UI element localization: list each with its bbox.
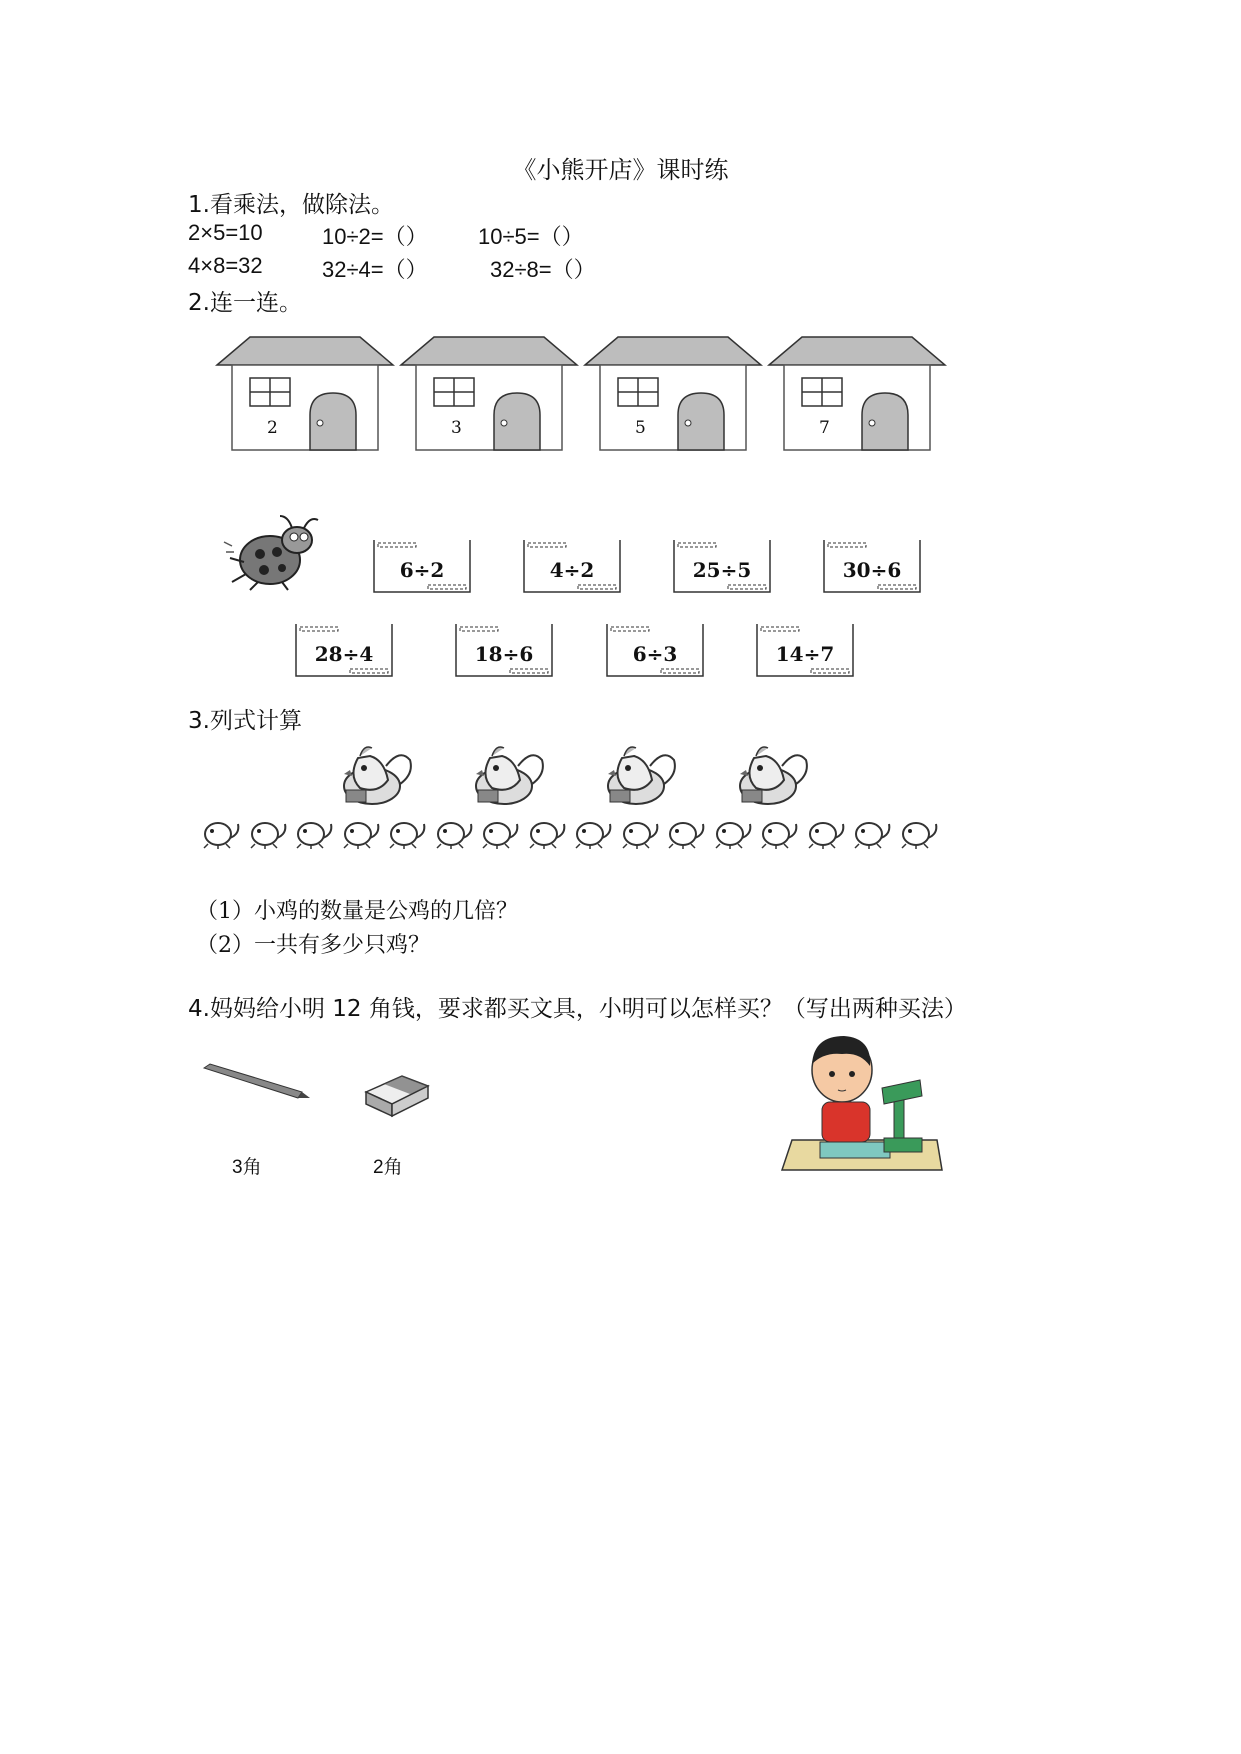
pencil-illustration xyxy=(202,1062,312,1106)
chick-icon xyxy=(617,818,663,854)
division-card[interactable] xyxy=(605,624,705,678)
card-expression: 14÷7 xyxy=(775,642,835,666)
rooster-icon xyxy=(338,738,418,812)
house-icon xyxy=(215,335,395,455)
division-card[interactable] xyxy=(294,624,394,678)
house-number: 5 xyxy=(635,418,646,438)
pencil-price: 3角 xyxy=(232,1157,262,1178)
house-icon xyxy=(767,335,947,455)
chick-icon xyxy=(896,818,942,854)
page-title: 《小熊开店》课时练 xyxy=(512,156,729,184)
chick-icon xyxy=(245,818,291,854)
chick-icon xyxy=(198,818,244,854)
house-number: 7 xyxy=(819,418,830,438)
chick-icon xyxy=(849,818,895,854)
chick-icon xyxy=(291,818,337,854)
q1-row1-b: 10÷5=（） xyxy=(478,224,584,249)
boy-studying-icon xyxy=(772,1030,952,1180)
card-expression: 28÷4 xyxy=(314,642,374,666)
chick-icon xyxy=(431,818,477,854)
pencil-icon xyxy=(202,1062,312,1102)
eraser-price: 2角 xyxy=(373,1157,403,1178)
house-3 xyxy=(583,335,763,459)
chick-icon xyxy=(710,818,756,854)
ladybug-illustration xyxy=(222,512,327,596)
eraser-icon xyxy=(362,1070,432,1120)
card-expression: 6÷2 xyxy=(399,558,445,582)
house-1 xyxy=(215,335,395,459)
card-expression: 18÷6 xyxy=(474,642,534,666)
house-icon xyxy=(399,335,579,455)
card-expression: 4÷2 xyxy=(549,558,595,582)
chick-icon xyxy=(338,818,384,854)
division-card[interactable] xyxy=(755,624,855,678)
q1-row2-b: 32÷8=（） xyxy=(490,257,596,282)
house-number: 2 xyxy=(267,418,278,438)
q3-heading: 3.列式计算 xyxy=(188,708,302,734)
chick-icon xyxy=(803,818,849,854)
q4-heading: 4.妈妈给小明 12 角钱，要求都买文具，小明可以怎样买？（写出两种买法） xyxy=(188,996,967,1022)
card-expression: 30÷6 xyxy=(842,558,902,582)
card-expression: 6÷3 xyxy=(632,642,678,666)
house-4 xyxy=(767,335,947,459)
q1-row2-a: 32÷4=（） xyxy=(322,257,428,282)
chick-icon xyxy=(663,818,709,854)
division-card[interactable] xyxy=(522,540,622,594)
q3-sub1: （1）小鸡的数量是公鸡的几倍？ xyxy=(196,899,518,924)
house-icon xyxy=(583,335,763,455)
q1-row2-given: 4×8=32 xyxy=(188,253,263,278)
division-card[interactable] xyxy=(822,540,922,594)
house-2 xyxy=(399,335,579,459)
house-number: 3 xyxy=(451,418,462,438)
rooster-icon xyxy=(470,738,550,812)
boy-thinking-illustration xyxy=(772,1030,952,1184)
division-card[interactable] xyxy=(454,624,554,678)
chick-icon xyxy=(384,818,430,854)
q1-row1-given: 2×5=10 xyxy=(188,220,263,245)
q1-row1-a: 10÷2=（） xyxy=(322,224,428,249)
chick-icon xyxy=(524,818,570,854)
chick-icon xyxy=(477,818,523,854)
eraser-illustration xyxy=(362,1070,432,1124)
q2-heading: 2.连一连。 xyxy=(188,290,302,316)
division-card[interactable] xyxy=(672,540,772,594)
rooster-icon xyxy=(734,738,814,812)
q3-sub2: （2）一共有多少只鸡？ xyxy=(196,933,430,958)
card-expression: 25÷5 xyxy=(692,558,752,582)
q1-heading: 1.看乘法，做除法。 xyxy=(188,192,394,218)
chick-icon xyxy=(570,818,616,854)
ladybug-icon xyxy=(222,512,327,592)
chick-icon xyxy=(756,818,802,854)
rooster-icon xyxy=(602,738,682,812)
division-card[interactable] xyxy=(372,540,472,594)
